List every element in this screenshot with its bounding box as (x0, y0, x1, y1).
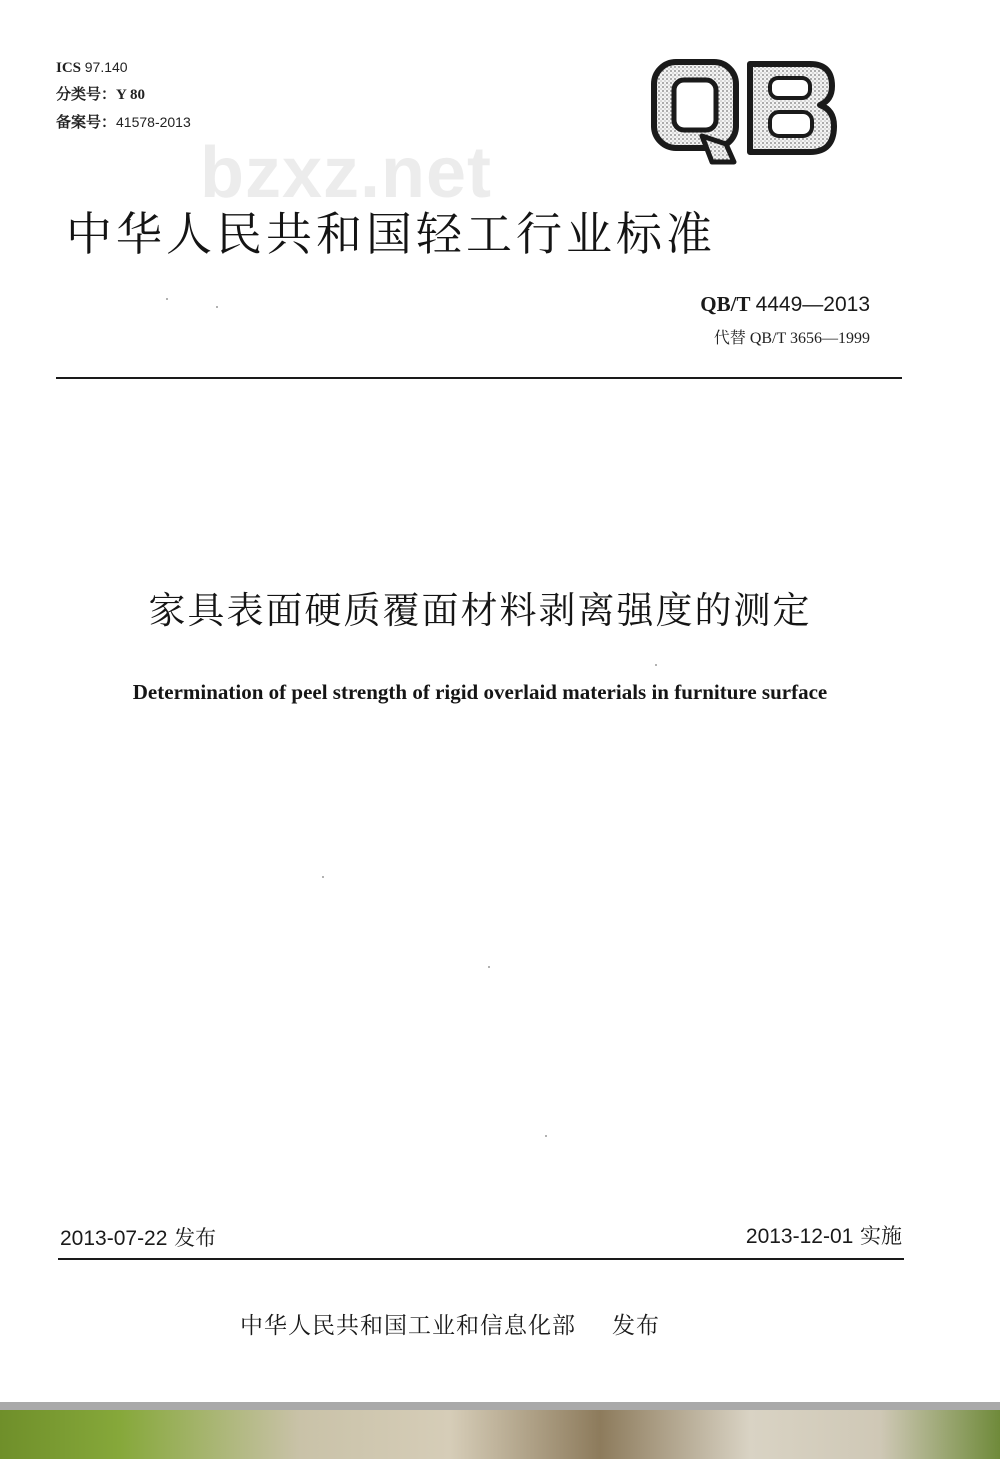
qb-logo (650, 58, 838, 166)
publication-label: 发布 (174, 1226, 217, 1250)
category-row (56, 82, 191, 109)
scan-speck (166, 298, 168, 300)
standard-number (700, 292, 870, 317)
implementation-date-value: 2013-12-01 (745, 1225, 854, 1248)
footer-divider (58, 1258, 904, 1260)
standard-number-value: 4449—2013 (755, 293, 870, 316)
scan-speck (655, 664, 657, 666)
implementation-date (746, 1220, 902, 1250)
issuer-name: 中华人民共和国工业和信息化部 (240, 1313, 576, 1339)
classification-block (56, 54, 191, 137)
category-value: Y 80 (116, 87, 146, 103)
publication-date-value: 2013-07-22 (60, 1227, 168, 1250)
record-row (56, 109, 191, 137)
scan-speck (545, 1135, 547, 1137)
record-label: 备案号： (56, 115, 117, 131)
issuer-action: 发布 (612, 1313, 660, 1339)
replaces-standard: 代替 QB/T 3656—1999 (713, 330, 870, 347)
scan-speck (216, 306, 218, 308)
scan-speck (488, 966, 490, 968)
publication-date (60, 1222, 216, 1252)
implementation-label: 实施 (860, 1224, 902, 1248)
category-label: 分类号： (56, 87, 117, 103)
header-divider (56, 377, 902, 379)
background-photo-strip (0, 1410, 1000, 1459)
standard-code: QB/T (700, 292, 751, 316)
site-watermark: bzxz.net (200, 133, 493, 213)
viewer-edge-bar (0, 1402, 1000, 1410)
document-title-english: Determination of peel strength of rigid overlaid materials in furniture surface (132, 680, 828, 704)
record-value: 41578-2013 (116, 114, 191, 130)
scan-speck (322, 876, 324, 878)
standard-title: 中华人民共和国轻工行业标准 (66, 207, 716, 261)
document-title-chinese: 家具表面硬质覆面材料剥离强度的测定 (148, 589, 812, 632)
ics-row (56, 54, 191, 82)
ics-label: ICS (56, 60, 82, 76)
issuing-authority (240, 1307, 660, 1340)
ics-value: 97.140 (84, 59, 128, 75)
